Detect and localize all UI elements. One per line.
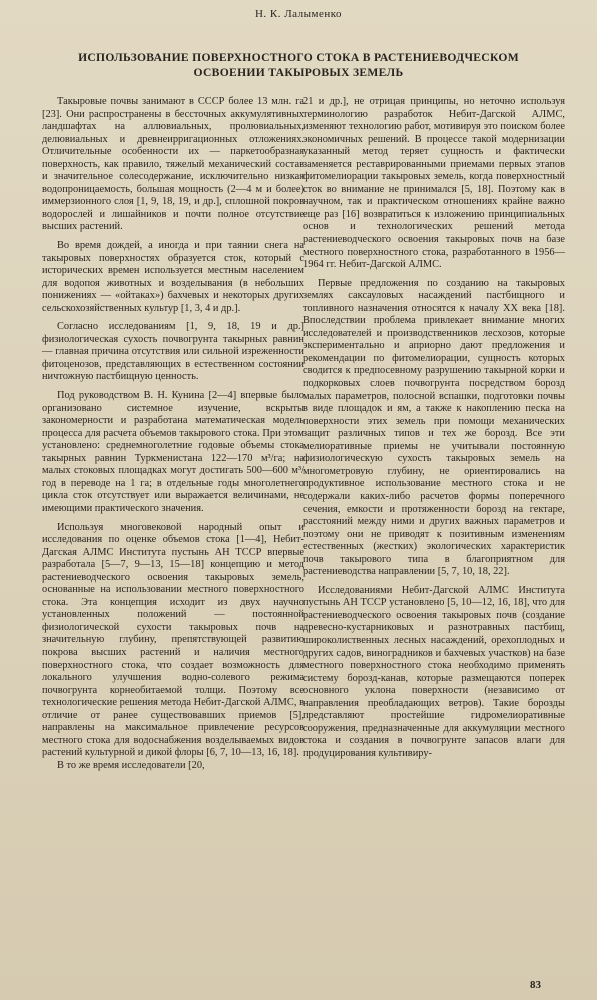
right-text-column bbox=[303, 96, 565, 760]
article-title bbox=[20, 50, 577, 80]
paragraph: Исследованиями Небит-Дагской АЛМС Института пустынь АН ТССР установлено [5, 10—12, 16, 18], что для растениеводческого освоения такыровых почв (создание древесно-кустарниковых и разнотравных пастбищ, широколиственных лесных насаждений, орехоплодных и других садов, виноградников и бахчевых участков) на базе местного поверхностного стока необходимо применять систему борозд-канав, которые размещаются поперек основного уклона поверхности (независимо от направления преобладающих ветров). Такие борозды представляют простейшие гидромелиоративные сооружения, предназначенные для аккумуляции местного стока и создания в почвогрунте запасов влаги для продуцирования культивиру- bbox=[303, 584, 565, 759]
author-name: Н. К. Лалыменко bbox=[254, 8, 343, 20]
paragraph: Согласно исследованиям [1, 9, 18, 19 и др.] физиологическая сухость почвогрунта такырных равнин — главная причина отсутствия или сильной изреженности фитоценозов, представляющих в естественном состоянии ничтожную пастбищную ценность. bbox=[42, 321, 304, 383]
paragraph: Под руководством В. Н. Кунина [2—4] впервые было организовано системное изучение, вскрыты закономерности и разработана математическая модель процесса для расчета объемов такырового стока. При этом установлено: среднемноголетние годовые объемы стока такырных равнин Туркменистана 122—170 м³/га; на малых стоковых площадках могут достигать 500—600 м³/год в переводе на 1 га; в отдельные годы многолетнего цикла сток отсутствует или выражается величинами, не имеющими практического значения. bbox=[42, 390, 304, 514]
paragraph: 21 и др.], не отрицая принципы, но неточно используя терминологию разработок Небит-Дагской АЛМС, изменяют технологию работ, мотивируя это поиском более экономичных решений. В процессе такой модернизации указанный метод теряет сущность и фактически заменяется реставрированными приемами первых этапов фитомелиорации такыровых земель, когда поверхностный сток во внимание не принимался [5, 18]. Поэтому как в научном, так и практическом отношениях крайне важно еще раз [16] возвратиться к изложению принципиальных основ и технологических решений метода растениеводческого освоения такыровых почв на базе местного поверхностного стока, разработанного в 1956—1964 гг. Небит-Дагской АЛМС. bbox=[303, 96, 565, 271]
paragraph: Во время дождей, а иногда и при таянии снега на такыровых поверхностях образуется сток, который с исторических времен используется местным населением для водопоя животных и возделывания (в небольших понижениях — «ойтаках») бахчевых и некоторых других сельскохозяйственных культур [1, 3, 4 и др.]. bbox=[42, 240, 304, 314]
page-number: 83 bbox=[530, 979, 541, 991]
paragraph: Такыровые почвы занимают в СССР более 13 млн. га [23]. Они распространены в бессточных аккумулятивных ландшафтах на аллювиальных, пролювиальных, делювиальных и древнеирригационных отложениях. Отличительные особенности их — паркетообразная поверхность, как правило, тяжелый механический состав и значительное солесодержание, исключительно низкая водопроницаемость, большая мощность (2—4 м и более) иммерзионного слоя [1, 9, 18, 19, и др.], сплошной покров водорослей и лишайников и почти полное отсутствие высших растений. bbox=[42, 96, 304, 233]
title-line-2: ОСВОЕНИИ ТАКЫРОВЫХ ЗЕМЕЛЬ bbox=[193, 66, 404, 79]
title-line-1: ИСПОЛЬЗОВАНИЕ ПОВЕРХНОСТНОГО СТОКА В РАСТЕНИЕВОДЧЕСКОМ bbox=[78, 51, 519, 64]
paragraph: Первые предложения по созданию на такыровых землях саксауловых насаждений пастбищного и топливного назначения относятся к началу XX века [18]. Впоследствии проблема привлекает внимание многих исследователей и производственников лесхозов, которые экспериментально и априорно дают предложения и рекомендации по фитомелиорации, сущность которых сводится к предпосевному разрушению такырной корки и подкорковых слоев почвогрунта посредством борозд малых параметров, полосной вспашки, подготовки почвы в виде площадок и ям, а также к накоплению песка на поверхности этих земель при помощи механических защит различных типов и тех же борозд. Все эти мелиоративные приемы не учитывали постоянную физиологическую сухость такыровых земель на многометровую глубину, не ориентировались на продуктивное использование местного стока и не содержали каких-либо расчетов формы поперечного сечения, емкости и протяженности борозд на гектаре, расстояний между ними и других важных параметров и поэтому они не приводят к позитивным изменениям естественных (жестких) экологических характеристик почв такырового типа в благоприятном для растениеводства направлении [5, 7, 10, 18, 22]. bbox=[303, 277, 565, 578]
paragraph: В то же время исследователи [20, bbox=[57, 759, 205, 771]
left-text-column bbox=[42, 96, 304, 772]
paragraph: Используя многовековой народный опыт и исследования по оценке объемов стока [1—4], Небит-Дагская АЛМС Института пустынь АН ТССР впервые разработала [5—7, 9—13, 15—18] концепцию и метод растениеводческого освоения такыровых земель, основанные на использовании местного поверхностного стока. Эта концепция исходит из двух научно установленных положений — постоянной физиологической сухости такыровых почв на значительную глубину, препятствующей развитию покрова высших растений и наличия местного поверхностного стока, что создает возможность для локального улучшения водно-солевого режима почвогрунта корнеобитаемой толщи. Поэтому все технологические решения метода Небит-Дагской АЛМС, в отличие от ранее существовавших приемов [5], направлены на максимальное привлечение ресурсов местного стока для водоснабжения возделываемых видов растений культурной и дикой флоры [6, 7, 10—13, 16, 18]. bbox=[42, 521, 304, 759]
